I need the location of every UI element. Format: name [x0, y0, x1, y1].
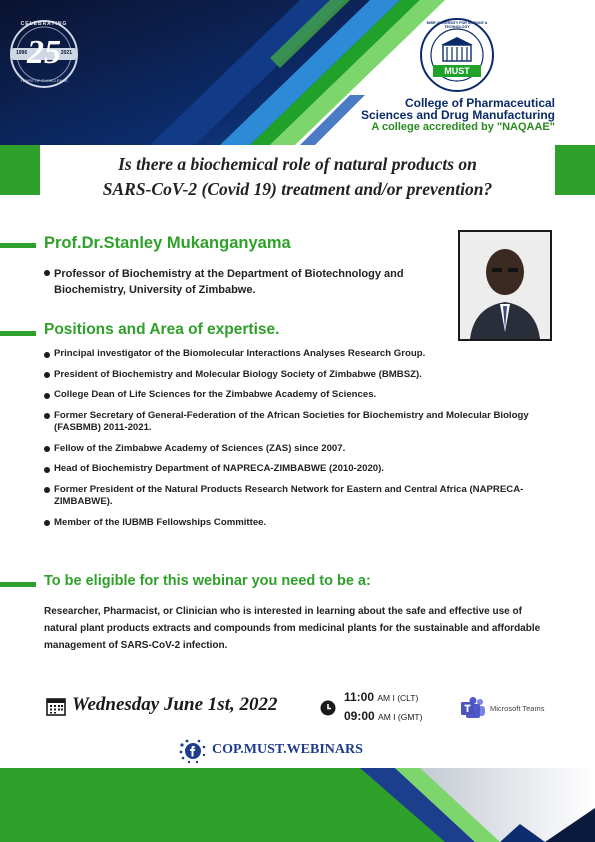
event-time-gmt-value: 09:00 — [344, 709, 375, 723]
position-item: Former President of the Natural Products Research Network for Eastern and Central Africa (NAPRECA-ZIMBABWE). — [44, 484, 544, 509]
event-time-gmt-zone: AM I (GMT) — [378, 712, 423, 722]
facebook-icon — [177, 738, 207, 764]
position-item: College Dean of Life Sciences for the Zimbabwe Academy of Sciences. — [44, 389, 544, 402]
microsoft-teams-icon — [460, 696, 486, 720]
badge-bottom-text: YEARS OF EXCELLENCE — [20, 78, 68, 83]
position-item: President of Biochemistry and Molecular Biology Society of Zimbabwe (BMBSZ). — [44, 369, 544, 382]
eligibility-heading: To be eligible for this webinar you need to be a: — [44, 573, 371, 589]
logo-ring-text: MISR UNIVERSITY FOR SCIENCE & TECHNOLOGY — [426, 21, 488, 29]
event-time-clt-zone: AM I (CLT) — [377, 693, 419, 703]
position-item: Former Secretary of General-Federation of the African Societies for Biochemistry and Molecular Biology (FASBMB) 2011-2021. — [44, 410, 544, 435]
position-item: Fellow of the Zimbabwe Academy of Sciences (ZAS) since 2007. — [44, 443, 544, 456]
position-item: Head of Biochemistry Department of NAPRECA-ZIMBABWE (2010-2020). — [44, 463, 544, 476]
position-item: Member of the IUBMB Fellowships Committee. — [44, 517, 544, 530]
eligibility-text: Researcher, Pharmacist, or Clinician who is interested in learning about the safe and effective use of natural plant products extracts and compounds from medicinal plants for the sustainable and affordable management of SARS-CoV-2 infection. — [44, 606, 541, 651]
event-time-clt-value: 11:00 — [344, 690, 375, 704]
college-name-line2: Sciences and Drug Manufacturing — [360, 108, 555, 122]
event-time-clt — [344, 690, 418, 704]
footer-decoration — [0, 768, 595, 842]
webinar-title-line1: Is there a biochemical role of natural products on — [118, 154, 477, 174]
speaker-portrait — [460, 232, 550, 339]
speaker-heading-dash — [0, 243, 36, 248]
clock-icon — [320, 700, 336, 716]
college-name-line1: College of Pharmaceutical — [404, 96, 555, 110]
anniversary-badge — [8, 18, 80, 90]
header-banner — [0, 0, 595, 145]
college-accreditation: A college accredited by "NAQAAE" — [371, 121, 555, 133]
facebook-icon-graphic — [177, 738, 207, 764]
speaker-bio: Professor of Biochemistry at the Department of Biotechnology and Biochemistry, University of Zimbabwe. — [44, 266, 454, 298]
logo-name: MUST — [444, 66, 470, 76]
positions-list — [44, 348, 544, 533]
platform-name: Microsoft Teams — [490, 704, 545, 713]
speaker-photo — [458, 230, 552, 341]
positions-heading-dash — [0, 331, 36, 336]
badge-number: 25 — [27, 34, 61, 71]
university-logo — [419, 17, 495, 93]
speaker-bio-list — [44, 266, 454, 302]
eligibility-heading-dash — [0, 582, 36, 587]
speaker-name: Prof.Dr.Stanley Mukanganyama — [44, 234, 291, 252]
footer-banner — [0, 768, 595, 842]
badge-top-text: CELEBRATING — [20, 21, 68, 27]
badge-year-right: 2021 — [60, 50, 72, 56]
position-item: Principal investigator of the Biomolecular Interactions Analyses Research Group. — [44, 348, 544, 361]
social-handle: COP.MUST.WEBINARS — [212, 742, 363, 757]
webinar-title-line2: SARS-CoV-2 (Covid 19) treatment and/or prevention? — [102, 179, 493, 199]
positions-heading: Positions and Area of expertise. — [44, 321, 280, 338]
calendar-icon — [46, 696, 66, 716]
badge-year-left: 1996 — [16, 50, 28, 56]
event-time-gmt — [344, 709, 422, 723]
calendar-icon-graphic — [46, 696, 66, 716]
clock-icon-graphic — [320, 700, 336, 716]
event-date: Wednesday June 1st, 2022 — [72, 694, 278, 715]
webinar-title — [0, 152, 595, 202]
microsoft-teams-icon-graphic — [460, 696, 486, 720]
